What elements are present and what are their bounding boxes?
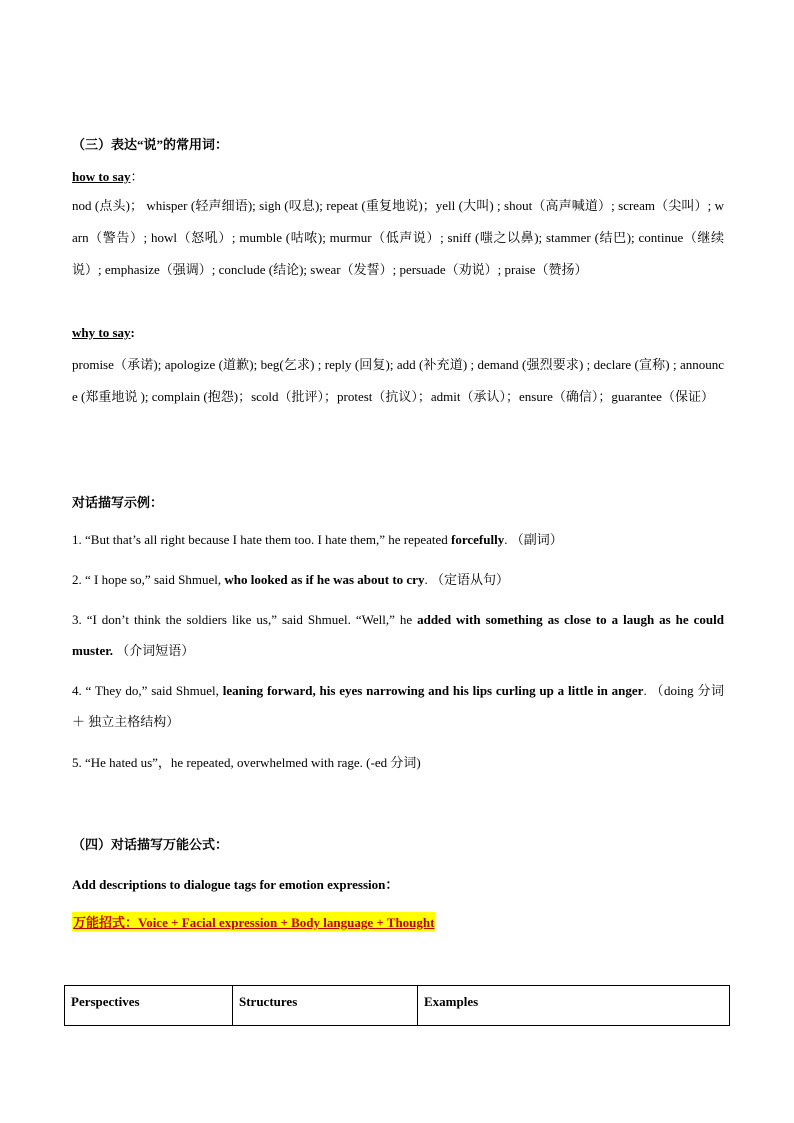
example-emphasis: added with something as close to a laugh as he could muster. [72, 612, 725, 658]
example-text: 5. “He hated us”，he repeated, overwhelmed with rage. (-ed 分词) [72, 755, 421, 770]
how-to-say-words: nod (点头)； whisper (轻声细语); sigh (叹息); repeat (重复地说)；yell (大叫) ; shout（高声喊道）; scream（尖叫）; warn（警告）; howl（怒吼）; mumble (咕哝); murmur（低声说）; sniff (嗤之以鼻); stammer (结巴); continue（继续说）; emphasize（强调）; conclude (结论); swear（发誓）; persuade（劝说）; praise（赞扬） [72, 198, 724, 277]
example-emphasis: forcefully [451, 532, 505, 547]
how-to-say-label: how to say [72, 169, 131, 184]
table-header-row [65, 986, 730, 1026]
table-header-cell: Perspectives [65, 986, 233, 1026]
how-to-say-colon: ： [130, 169, 144, 184]
example-note: （介词短语） [113, 643, 195, 658]
example-5 [72, 747, 724, 778]
formula-highlight: 万能招式：Voice + Facial expression + Body language + Thought [72, 912, 435, 931]
example-text: 2. “ I hope so,” said Shmuel, [72, 572, 225, 587]
example-text: 1. “But that’s all right because I hate them too. I hate them,” he repeated [72, 532, 452, 547]
say-section-title: （三）表达“说”的常用词： [72, 137, 229, 152]
examples-title: 对话描写示例： [72, 495, 164, 510]
why-to-say-heading [72, 325, 135, 341]
formula-intro: Add descriptions to dialogue tags for emotion expression： [72, 877, 399, 892]
example-note: . （副词） [504, 532, 563, 547]
table-header-cell: Examples [418, 986, 730, 1026]
how-to-say-heading [72, 166, 144, 185]
example-text: 3. “I don’t think the soldiers like us,” said Shmuel. “Well,” he [72, 612, 418, 627]
example-3 [72, 604, 724, 666]
why-to-say-label: why to say [72, 325, 131, 340]
example-emphasis: who looked as if he was about to cry [224, 572, 425, 587]
example-note: . （doing 分词 ＋ 独立主格结构） [72, 683, 724, 729]
formula-section-title: （四）对话描写万能公式： [72, 837, 229, 852]
example-text: 4. “ They do,” said Shmuel, [72, 683, 223, 698]
example-2 [72, 564, 724, 595]
why-to-say-colon: : [130, 325, 135, 340]
table-header-cell: Structures [233, 986, 418, 1026]
why-to-say-words: promise（承诺); apologize (道歉); beg(乞求) ; reply (回复); add (补充道) ; demand (强烈要求) ; declare (宣称) ; announce (郑重地说 ); complain (抱怨)；scold（批评）；protest（抗议）；admit（承认）；ensure（确信）；guarantee（保证） [72, 357, 724, 404]
perspectives-table [64, 985, 730, 1026]
example-note: . （定语从句） [424, 572, 509, 587]
example-emphasis: leaning forward, his eyes narrowing and his lips curling up a little in anger [222, 683, 644, 698]
example-1 [72, 524, 724, 555]
example-4 [72, 675, 724, 737]
